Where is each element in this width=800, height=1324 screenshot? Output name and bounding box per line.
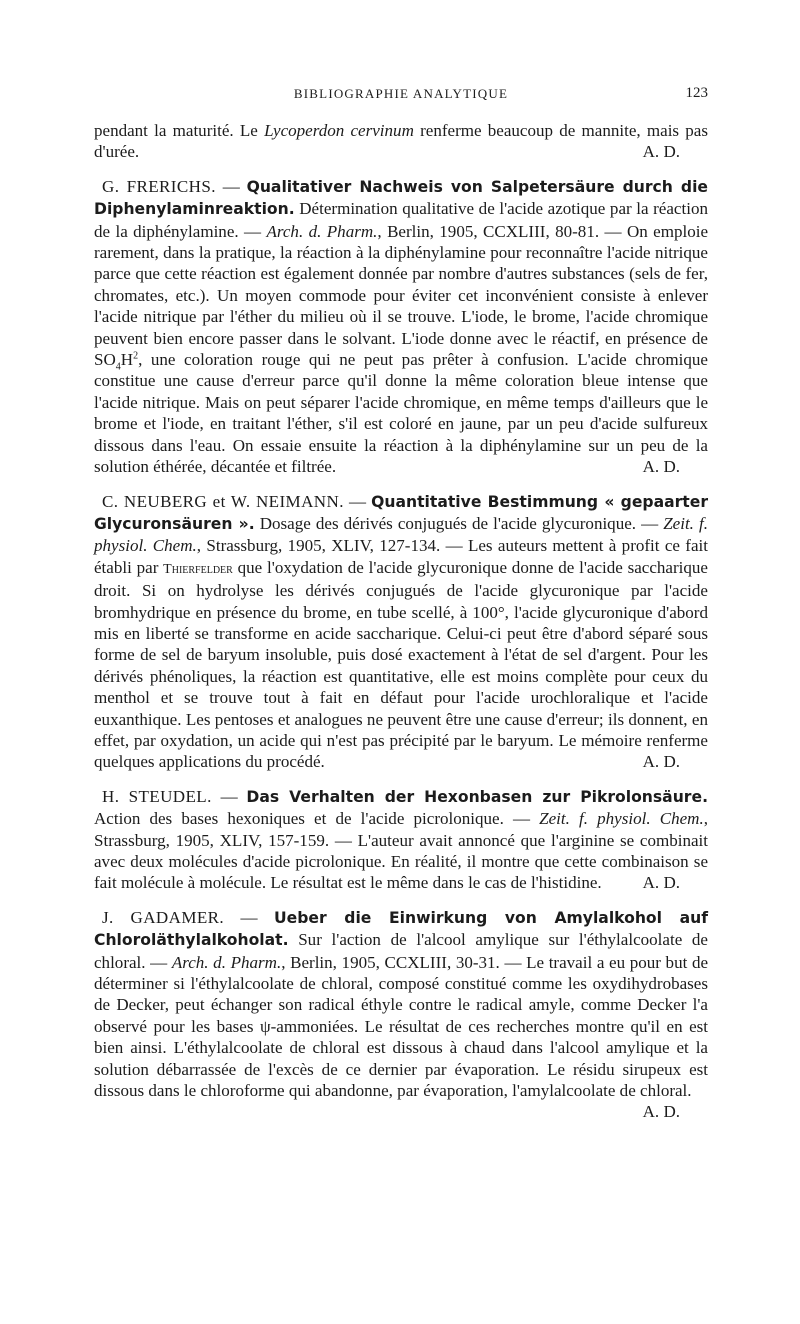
bibliography-entries: [94, 120, 708, 1136]
entry-author: J. GADAMER.: [102, 907, 225, 927]
formula-base: SO: [94, 350, 116, 370]
entry-description: Action des bases hexoniques et de l'acide picrolonique. —: [94, 809, 540, 829]
entry-dash: —: [343, 491, 372, 511]
entry-abstract: , une coloration rouge qui ne peut pas prêter à confusion. L'acide chromique constitue une cause d'erreur parce qu'il donne la même coloration bleue intense que l'acide nitrique. Mais on peut séparer l'acide chromique, en même temps d'ailleurs que le brome et l'iode, en traitant l'éther, s'il est coloré en jaune, par un peu d'acide sulfureux dissous dans l'eau. On essaie ensuite la réaction à la diphénylamine sur un peu de la solution éthérée, décantée et filtrée.: [94, 350, 708, 477]
entry-citation: , Berlin, 1905, CCXLIII, 30-31. —: [281, 952, 527, 972]
entry-title: Das Verhalten der Hexonbasen zur Pikrolonsäure.: [246, 787, 708, 806]
entry-dash: —: [211, 786, 247, 806]
running-title: BIBLIOGRAPHIE ANALYTIQUE: [293, 86, 509, 101]
journal-name: Zeit. f. physiol. Chem.: [539, 809, 704, 829]
entry-title: Ueber die Einwirkung von Amylalkohol auf Chloroläthylalkoholat.: [94, 908, 709, 950]
journal-name: Zeit. f. physiol. Chem.: [94, 513, 708, 556]
signature: A. D.: [642, 457, 680, 477]
entry-text: renferme beaucoup de mannite, mais pas d'urée.: [94, 121, 708, 162]
entry-abstract: Les auteurs mettent à profit ce fait établi par: [94, 536, 708, 577]
entry-abstract: On emploie rarement, dans la pratique, la réaction à la diphénylamine pour reconnaître l'acide nitrique parce que cette réaction est également donnée par nombre d'autres substances (sels de fer, chromates, etc.). Un moyen commode pour éviter cet inconvénient consiste à enlever l'acide nitrique par l'éther du milieu où il se trouve. L'iode, le brome, l'acide chromique peuvent bien encore passer dans le solvant. L'iode donne avec le réactif, en présence de: [94, 221, 709, 348]
species-name: Lycoperdon cervinum: [264, 121, 414, 140]
entry-abstract: Le travail a eu pour but de déterminer si l'éthylalcoolate de chloral, composé constitué comme les oxydihydrobases de Decker, peut échanger son radical éthyle contre le radical amyle, comme Decker l'a observé pour les bases ψ-ammoniées. Le résultat de ces recherches montre qu'il en est bien ainsi. L'éthylalcoolate de chloral est dissous à chaud dans l'alcool amylique et la solution débarrassée de l'excès de ce dernier par évaporation. Le résidu sirupeux est dissous dans le chloroforme qui abandonne, par évaporation, l'amylalcoolate de chloral.: [94, 952, 709, 1101]
entry-author: G. FRERICHS.: [102, 176, 216, 196]
page-number: 123: [685, 85, 708, 101]
cited-author: Thierfelder: [163, 561, 233, 577]
bibliography-entry-gadamer: [94, 907, 708, 1123]
bibliography-entry-neuberg: [94, 491, 708, 773]
entry-citation: , Berlin, 1905, CCXLIII, 80-81. —: [377, 221, 627, 241]
entry-abstract: que l'oxydation de l'acide glycuronique donne de l'acide saccharique droit. Si on hydrolyse les dérivés conjugués de l'acide glycuronique par l'acide bromhydrique en présence du brome, en tube scellé, à 100°, l'acide glycuronique d'abord mis en liberté se transforme en acide saccharique. Celui-ci peut être d'abord séparé sous forme de sel de baryum insoluble, puis dosé exactement à l'état de sel d'argent. Pour les dérivés phénoliques, la réaction est quantitative, elle est moins complète pour ceux du menthol et se trouve tout à fait en défaut pour l'acide urochloralique et l'acide euxanthique. Les pentoses et analogues ne peuvent être une cause d'erreur; ils donnent, en effet, par oxydation, un acide qui n'est pas précipité par le baryum. Le mémoire renferme quelques applications du procédé.: [94, 557, 708, 772]
signature: A. D.: [642, 752, 680, 772]
bibliography-entry-continued: [94, 120, 708, 163]
entry-description: Détermination qualitative de l'acide azotique par la réaction de la diphénylamine. —: [94, 199, 708, 241]
journal-name: Arch. d. Pharm.: [171, 952, 282, 972]
entry-title: Qualitativer Nachweis von Salpetersäure durch die Diphenylaminreaktion.: [94, 177, 708, 219]
signature: A. D.: [642, 142, 680, 162]
entry-citation: , Strassburg, 1905, XLIV, 157-159. —: [94, 809, 708, 850]
journal-name: Arch. d. Pharm.: [266, 221, 378, 241]
formula-subscript: 4: [115, 361, 121, 373]
entry-citation: , Strassburg, 1905, XLIV, 127-134. —: [196, 536, 468, 556]
entry-description: Dosage des dérivés conjugués de l'acide glycuronique. —: [254, 513, 664, 533]
bibliography-entry-frerichs: [94, 176, 708, 478]
entry-abstract: L'auteur avait annoncé que l'arginine se combinait avec deux molécules d'acide picrolonique. En réalité, il montre que cette combinaison se fait molécule à molécule. Le résultat est le même dans le cas de l'histidine.: [94, 830, 709, 893]
entry-author: H. STEUDEL.: [102, 786, 212, 806]
entry-text: pendant la maturité. Le: [94, 121, 265, 140]
signature: A. D.: [642, 1102, 680, 1122]
formula-hydrogen: H: [120, 350, 134, 370]
entry-dash: —: [215, 176, 247, 196]
running-header: [94, 86, 708, 106]
chemical-formula: [94, 350, 139, 373]
entry-author: C. NEUBERG et W. NEIMANN.: [102, 491, 344, 511]
formula-superscript: 2: [133, 350, 139, 362]
entry-dash: —: [224, 907, 275, 927]
entry-description: Sur l'action de l'alcool amylique sur l'éthylalcoolate de chloral. —: [94, 930, 708, 972]
signature: A. D.: [642, 873, 680, 893]
entry-title: Quantitative Bestimmung « gepaarter Glycuronsäuren ».: [94, 492, 709, 533]
bibliography-entry-steudel: [94, 786, 708, 894]
